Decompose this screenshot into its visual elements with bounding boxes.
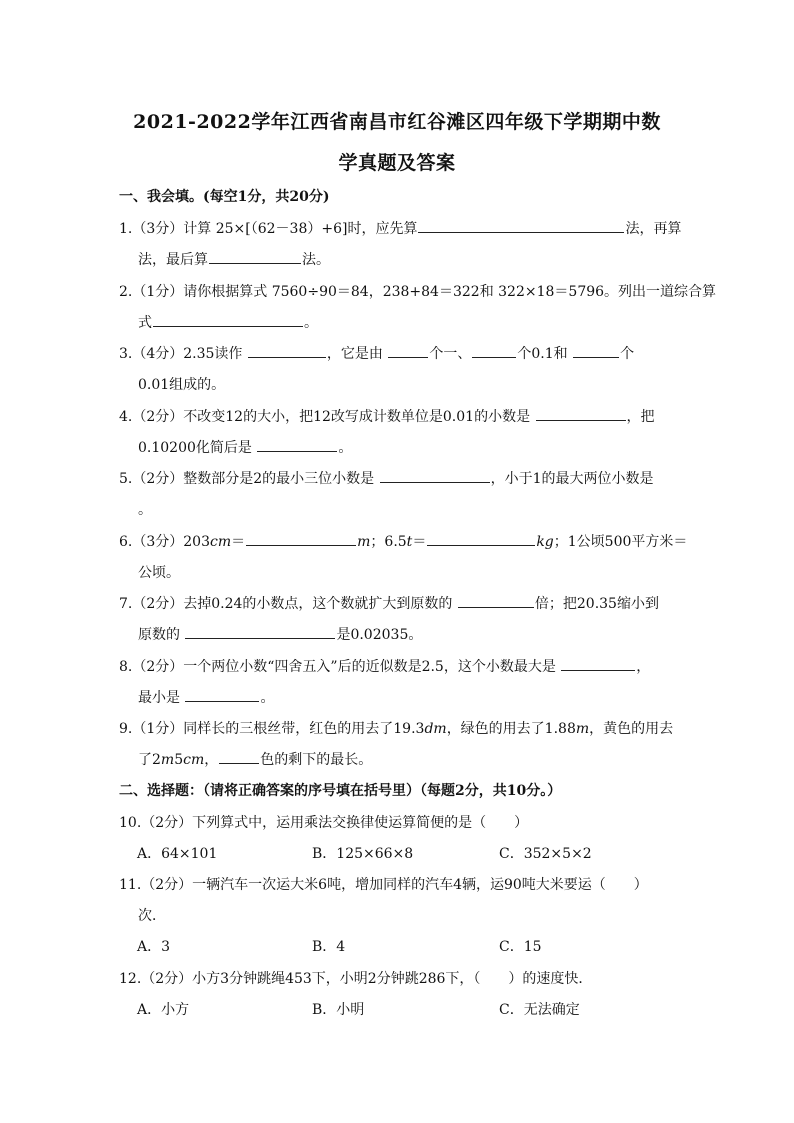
question-9-line-1: 9.（1分）同样长的三根丝带，红色的用去了19.3dm，绿色的用去了1.88m，黄色的用去	[119, 721, 674, 737]
section-2-heading: 二、选择题：（请将正确答案的序号填在括号里）（每题2分，共10分。）	[119, 783, 562, 799]
question-1-line-1: 1.（3分）计算 25×[（62－38）+6]时，应先算 法，再算	[119, 221, 682, 237]
answer-blank[interactable]	[185, 700, 259, 702]
question-4-line-1: 4.（2分）不改变12的大小，把12改写成计数单位是0.01的小数是 ，把	[119, 409, 655, 425]
question-5-line-2: 。	[138, 502, 152, 518]
answer-blank[interactable]	[219, 762, 259, 764]
answer-blank[interactable]	[153, 325, 303, 327]
question-5-line-1: 5.（2分）整数部分是2的最小三位小数是 ，小于1的最大两位小数是	[119, 471, 654, 487]
question-8-line-1: 8.（2分）一个两位小数“四舍五入”后的近似数是2.5，这个小数最大是 ，	[119, 659, 651, 675]
question-3-line-2: 0.01组成的。	[138, 377, 226, 393]
exam-title-line-2: 学真题及答案	[338, 152, 456, 174]
q10-option-a[interactable]: A．64×101	[137, 846, 218, 862]
answer-blank[interactable]	[248, 356, 326, 358]
question-2-line-1: 2.（1分）请你根据算式 7560÷90＝84，238+84＝322和 322×18＝5796。列出一道综合算	[119, 284, 717, 300]
question-2-line-2: 式 。	[138, 315, 318, 331]
answer-blank[interactable]	[257, 450, 337, 452]
question-12: 12.（2分）小方3分钟跳绳453下，小明2分钟跳286下，（ ）的速度快．	[119, 971, 593, 987]
question-8-line-2: 最小是 。	[138, 690, 275, 706]
question-9-line-2: 了2m5cm， 色的剩下的最长。	[138, 752, 373, 768]
exam-title-line-1: 2021-2022学年江西省南昌市红谷滩区四年级下学期期中数	[133, 111, 661, 133]
answer-blank[interactable]	[246, 544, 356, 546]
answer-blank[interactable]	[185, 637, 335, 639]
question-3-line-1: 3.（4分）2.35读作 ，它是由 个一、 个0.1和 个	[119, 346, 635, 362]
answer-blank[interactable]	[472, 356, 516, 358]
answer-blank[interactable]	[380, 481, 490, 483]
question-11-line-1: 11.（2分）一辆汽车一次运大米6吨，增加同样的汽车4辆，运90吨大米要运（ ）	[119, 877, 648, 893]
question-6-line-1: 6.（3分）203cm＝ m；6.5t＝ kg；1公顷500平方米＝	[119, 534, 688, 550]
section-1-heading: 一、我会填。(每空1分，共20分)	[119, 189, 330, 205]
q11-option-c[interactable]: C．15	[499, 939, 542, 955]
question-7-line-2: 原数的 是0.02035。	[138, 627, 423, 643]
question-4-line-2: 0.10200化简后是 。	[138, 440, 353, 456]
question-7-line-1: 7.（2分）去掉0.24的小数点，这个数就扩大到原数的 倍；把20.35缩小到	[119, 596, 659, 612]
q11-option-a[interactable]: A．3	[137, 939, 171, 955]
answer-blank[interactable]	[573, 356, 619, 358]
q12-option-c[interactable]: C．无法确定	[499, 1002, 580, 1018]
question-6-line-2: 公顷。	[138, 565, 180, 581]
answer-blank[interactable]	[427, 544, 535, 546]
question-1-line-2: 法，最后算 法。	[138, 252, 330, 268]
q10-option-c[interactable]: C．352×5×2	[499, 846, 592, 862]
q10-option-b[interactable]: B．125×66×8	[312, 846, 414, 862]
answer-blank[interactable]	[418, 231, 624, 233]
question-10: 10.（2分）下列算式中，运用乘法交换律使运算简便的是（ ）	[119, 815, 529, 831]
q11-option-b[interactable]: B．4	[312, 939, 346, 955]
answer-blank[interactable]	[561, 669, 635, 671]
q12-option-a[interactable]: A．小方	[137, 1002, 190, 1018]
answer-blank[interactable]	[536, 419, 626, 421]
answer-blank[interactable]	[458, 606, 534, 608]
q12-option-b[interactable]: B．小明	[312, 1002, 365, 1018]
question-11-line-2: 次．	[138, 908, 166, 924]
answer-blank[interactable]	[388, 356, 428, 358]
answer-blank[interactable]	[209, 262, 301, 264]
